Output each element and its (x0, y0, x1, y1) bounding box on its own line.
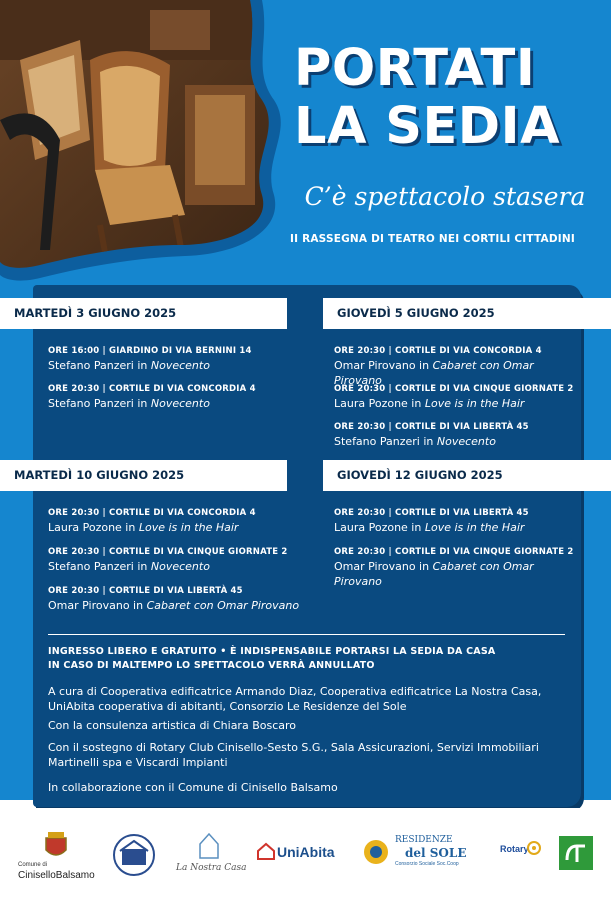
event-title (334, 434, 579, 449)
event-title (48, 559, 313, 574)
event-time-location: ORE 20:30 | CORTILE DI VIA CINQUE GIORNATE 2 (334, 547, 574, 557)
event-item (48, 345, 313, 373)
sponsor-logos (0, 808, 611, 897)
uniabita-name: UniAbita (277, 844, 335, 860)
event-title (48, 358, 313, 373)
admission-notice (48, 645, 568, 673)
credits-artistic: Con la consulenza artistica di Chiara Boscaro (48, 719, 296, 732)
event-show: Cabaret con Omar Pirovano (334, 560, 534, 588)
notice-line-2: IN CASO DI MALTEMPO LO SPETTACOLO VERRÀ ANNULLATO (48, 660, 375, 671)
event-show: Cabaret con Omar Pirovano (334, 359, 534, 387)
event-performer: Stefano Panzeri in (48, 397, 151, 410)
event-title (48, 598, 313, 613)
event-performer: Stefano Panzeri in (48, 560, 151, 573)
event-item (334, 507, 579, 535)
event-time-location: ORE 20:30 | CORTILE DI VIA LIBERTÀ 45 (48, 586, 243, 596)
credits-curated: A cura di Cooperativa edificatrice Armando Diaz, Cooperativa edificatrice La Nostra Casa, UniAbita cooperativa di abitanti, Consorzio Le Residenze del Sole (48, 685, 542, 713)
event-item (334, 546, 579, 589)
event-show: Love is in the Hair (138, 521, 239, 534)
residenze-name-bottom: del SOLE (405, 846, 467, 860)
poster-title (294, 40, 594, 156)
event-title (48, 520, 313, 535)
credits-collab: In collaborazione con il Comune di Cinisello Balsamo (48, 781, 338, 794)
rotary-name: Rotary (500, 844, 529, 854)
la-nostra-casa-name: La Nostra Casa (176, 863, 247, 873)
event-time-location: ORE 20:30 | CORTILE DI VIA CINQUE GIORNATE 2 (48, 547, 288, 557)
event-show: Love is in the Hair (424, 397, 525, 410)
poster-tagline: II RASSEGNA DI TEATRO NEI CORTILI CITTADINI (290, 233, 575, 245)
event-item (48, 507, 313, 535)
date-header: MARTEDÌ 3 GIUGNO 2025 (0, 298, 287, 329)
event-performer: Omar Pirovano in (334, 359, 433, 372)
event-item (334, 421, 579, 449)
event-title (334, 559, 579, 589)
la-nostra-casa-logo-icon (198, 832, 220, 860)
event-show: Novecento (150, 397, 210, 410)
poster-subtitle: C’è spettacolo stasera (304, 182, 586, 211)
event-item (334, 383, 579, 411)
event-performer: Omar Pirovano in (48, 599, 147, 612)
event-performer: Stefano Panzeri in (48, 359, 151, 372)
notice-line-1: INGRESSO LIBERO E GRATUITO • È INDISPENSABILE PORTARSI LA SEDIA DA CASA (48, 646, 496, 657)
event-time-location: ORE 20:30 | CORTILE DI VIA LIBERTÀ 45 (334, 422, 529, 432)
armando-diaz-logo-icon (112, 833, 156, 877)
event-title (48, 396, 313, 411)
date-header: GIOVEDÌ 12 GIUGNO 2025 (323, 460, 611, 491)
residenze-sub: Consorzio Sociale Soc.Coop (395, 861, 459, 867)
title-line-2: LA SEDIA (294, 97, 561, 156)
event-performer: Stefano Panzeri in (334, 435, 437, 448)
event-time-location: ORE 20:30 | CORTILE DI VIA CONCORDIA 4 (48, 384, 256, 394)
event-time-location: ORE 20:30 | CORTILE DI VIA CONCORDIA 4 (334, 346, 542, 356)
event-performer: Omar Pirovano in (334, 560, 433, 573)
event-item (48, 585, 313, 613)
event-show: Novecento (150, 359, 210, 372)
event-show: Cabaret con Omar Pirovano (146, 599, 300, 612)
event-time-location: ORE 20:30 | CORTILE DI VIA LIBERTÀ 45 (334, 508, 529, 518)
event-show: Novecento (436, 435, 496, 448)
event-time-location: ORE 20:30 | CORTILE DI VIA CONCORDIA 4 (48, 508, 256, 518)
event-show: Novecento (150, 560, 210, 573)
event-item (48, 383, 313, 411)
event-performer: Laura Pozone in (48, 521, 139, 534)
sala-assicurazioni-logo-icon (559, 836, 593, 870)
residenze-name-top: RESIDENZE (395, 835, 453, 845)
divider (48, 634, 565, 635)
residenze-sun-icon (362, 838, 390, 866)
event-item (334, 345, 579, 388)
event-time-location: ORE 20:30 | CORTILE DI VIA CINQUE GIORNATE 2 (334, 384, 574, 394)
date-header: GIOVEDÌ 5 GIUGNO 2025 (323, 298, 611, 329)
comune-label: Comune di (18, 862, 48, 868)
event-title (334, 396, 579, 411)
credits-support: Con il sostegno di Rotary Club Cinisello-Sesto S.G., Sala Assicurazioni, Servizi Immobiliari Martinelli spa e Viscardi Impianti (48, 741, 539, 769)
event-item (48, 546, 313, 574)
comune-name: CiniselloBalsamo (18, 870, 95, 881)
event-time-location: ORE 16:00 | GIARDINO DI VIA BERNINI 14 (48, 346, 252, 356)
rotary-wheel-icon (527, 841, 541, 855)
comune-crest-icon (42, 830, 70, 860)
title-line-1: PORTATI (294, 39, 536, 98)
date-header: MARTEDÌ 10 GIUGNO 2025 (0, 460, 287, 491)
event-performer: Laura Pozone in (334, 397, 425, 410)
event-show: Love is in the Hair (424, 521, 525, 534)
uniabita-logo-icon (256, 842, 276, 860)
event-performer: Laura Pozone in (334, 521, 425, 534)
event-title (334, 520, 579, 535)
